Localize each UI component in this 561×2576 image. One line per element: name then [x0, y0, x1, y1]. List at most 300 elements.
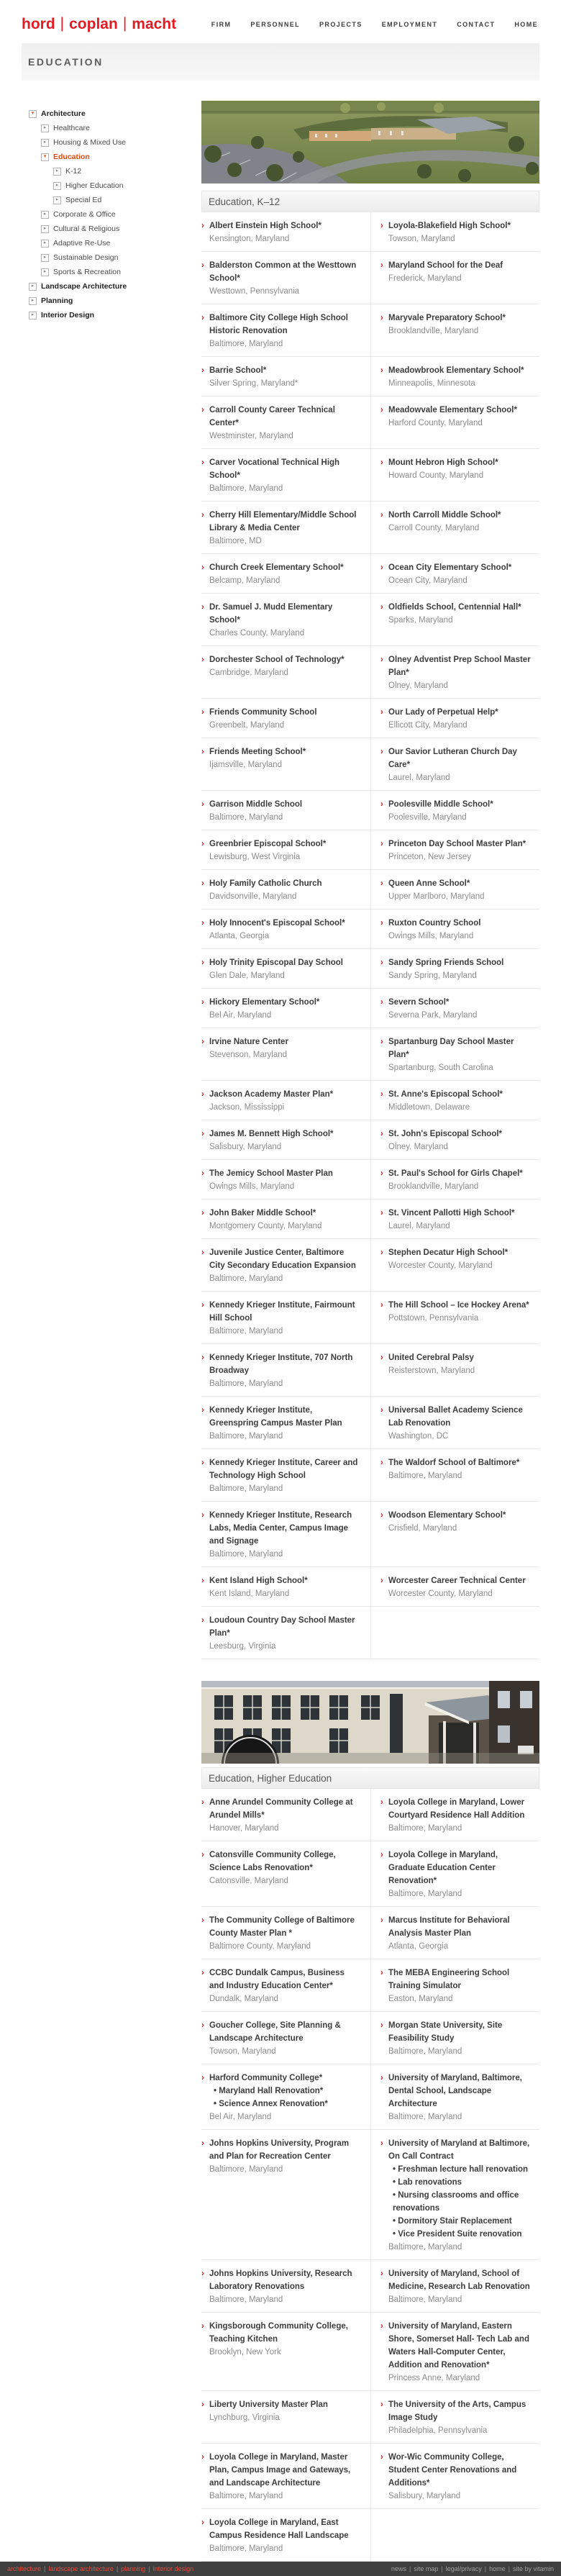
project-title: The MEBA Engineering School Training Simulator [388, 1969, 510, 1990]
project-link[interactable] [380, 364, 531, 377]
sidebar-item-sports-recreation[interactable] [29, 265, 191, 279]
project-cell [370, 699, 539, 738]
sidebar-item-cultural-religious[interactable] [29, 222, 191, 236]
tree-expand-icon[interactable]: ▸ [53, 182, 61, 190]
project-location: Baltimore, Maryland [209, 340, 283, 348]
project-link[interactable] [380, 745, 531, 771]
project-link[interactable] [380, 706, 531, 719]
project-link[interactable] [201, 1574, 359, 1587]
project-link[interactable] [201, 312, 359, 337]
project-link[interactable] [201, 2451, 359, 2490]
project-link[interactable] [201, 798, 359, 811]
project-row [201, 357, 539, 396]
project-location: Stevenson, Maryland [209, 1051, 288, 1059]
project-link[interactable] [201, 259, 359, 285]
project-sub-item: • Dormitory Stair Replacement [393, 2217, 512, 2226]
project-link[interactable] [380, 798, 531, 811]
footer-link-architecture[interactable]: architecture [7, 2565, 42, 2572]
page-title-banner [22, 43, 539, 81]
project-location: Lynchburg, Virginia [209, 2413, 280, 2422]
project-link[interactable] [201, 653, 359, 666]
project-location: Silver Spring, Maryland* [209, 379, 298, 388]
project-title: Princeton Day School Master Plan* [388, 840, 526, 848]
project-link[interactable] [201, 1404, 359, 1430]
logo-word-coplan: coplan [69, 16, 118, 32]
project-link[interactable] [201, 1246, 359, 1272]
section-heading-higher-ed [201, 1767, 539, 1789]
project-title: Loyola College in Maryland, Master Plan, Campus Image and Gateways, and Landscape Architecture [209, 2453, 351, 2487]
project-title: Kennedy Krieger Institute, Greenspring Campus Master Plan [209, 1406, 342, 1428]
project-link[interactable] [201, 1456, 359, 1482]
red-arrow-bullet-icon: › [380, 314, 383, 322]
project-title: Severn School* [388, 998, 450, 1007]
project-location: Worcester County, Maryland [388, 1261, 493, 1270]
project-link[interactable] [380, 2451, 531, 2490]
project-location: Glen Dale, Maryland [209, 971, 285, 980]
project-link[interactable] [380, 1299, 531, 1312]
nav-employment[interactable]: EMPLOYMENT [381, 21, 438, 28]
project-location: Greenbelt, Maryland [209, 721, 285, 730]
project-cell-empty [370, 2509, 539, 2561]
tree-expand-icon[interactable]: ▸ [29, 297, 37, 305]
project-location: Baltimore, Maryland [388, 2047, 462, 2056]
project-cell [370, 2064, 539, 2129]
project-link[interactable] [201, 745, 359, 758]
project-link[interactable] [380, 1128, 531, 1140]
project-cell [201, 1199, 370, 1238]
red-arrow-bullet-icon: › [380, 261, 383, 270]
project-link[interactable] [201, 1207, 359, 1220]
sidebar-item-label: Corporate & Office [53, 210, 116, 219]
project-cell [370, 1907, 539, 1959]
red-arrow-bullet-icon: › [201, 656, 204, 664]
red-arrow-bullet-icon: › [380, 563, 383, 572]
red-arrow-bullet-icon: › [380, 1090, 383, 1099]
project-location: Baltimore, Maryland [209, 813, 283, 822]
project-row [201, 646, 539, 699]
project-cell [370, 594, 539, 645]
project-title: Maryland School for the Deaf [388, 261, 503, 270]
project-title: Maryvale Preparatory School* [388, 314, 506, 322]
project-link[interactable] [201, 2516, 359, 2542]
project-title: St. John's Episcopal School* [388, 1130, 503, 1138]
project-link[interactable] [380, 2398, 531, 2424]
project-cell [370, 738, 539, 790]
project-location: Baltimore, Maryland [209, 2165, 283, 2174]
project-cell [370, 1292, 539, 1343]
project-link[interactable] [201, 1088, 359, 1101]
project-link[interactable] [380, 2267, 531, 2293]
project-link[interactable] [380, 509, 531, 522]
project-location: Salisbury, Maryland [209, 1143, 282, 1151]
project-link[interactable] [380, 956, 531, 969]
tree-collapse-icon[interactable]: ▾ [29, 110, 37, 118]
project-title: St. Paul's School for Girls Chapel* [388, 1169, 523, 1178]
project-row [201, 1344, 539, 1397]
project-link[interactable] [380, 838, 531, 851]
project-link[interactable] [201, 1299, 359, 1325]
red-arrow-bullet-icon: › [201, 2400, 204, 2409]
project-location: Belcamp, Maryland [209, 576, 280, 585]
project-link[interactable] [201, 601, 359, 627]
red-arrow-bullet-icon: › [201, 1798, 204, 1807]
project-link[interactable] [380, 1796, 531, 1822]
footer-link-site-by-vitamin[interactable]: site by vitamin [512, 2565, 554, 2572]
footer-link-interior-design[interactable]: interior design [152, 2565, 194, 2572]
project-list-k12 [201, 212, 539, 1659]
project-cell [370, 1239, 539, 1291]
project-row [201, 1239, 539, 1292]
project-cell [370, 1081, 539, 1120]
sidebar-item-k-12[interactable] [29, 164, 191, 178]
project-row [201, 830, 539, 870]
project-link[interactable] [201, 917, 359, 930]
sidebar-item-architecture[interactable] [29, 106, 191, 121]
sidebar-item-higher-education[interactable] [29, 178, 191, 193]
project-title: Johns Hopkins University, Program and Plan for Recreation Center [209, 2139, 350, 2161]
project-location: Bel Air, Maryland [209, 1011, 272, 1020]
project-title: The Waldorf School of Baltimore* [388, 1459, 520, 1467]
tree-expand-icon[interactable]: ▸ [53, 196, 61, 204]
project-link[interactable] [201, 456, 359, 482]
project-link[interactable] [201, 1128, 359, 1140]
project-row [201, 2130, 539, 2260]
sidebar-item-label: Sustainable Design [53, 253, 119, 262]
project-title: The Hill School – Ice Hockey Arena* [388, 1301, 529, 1310]
project-link[interactable] [380, 1456, 531, 1469]
project-location: Spartanburg, South Carolina [388, 1063, 493, 1072]
project-link[interactable] [201, 404, 359, 430]
red-arrow-bullet-icon: › [380, 1459, 383, 1467]
project-link[interactable] [380, 1509, 531, 1522]
red-arrow-bullet-icon: › [201, 1916, 204, 1925]
project-link[interactable] [380, 1574, 531, 1587]
project-link[interactable] [201, 1167, 359, 1180]
red-arrow-bullet-icon: › [201, 2453, 204, 2462]
sidebar-item-label: K-12 [65, 167, 82, 176]
footer-separator: | [484, 2565, 487, 2572]
project-link[interactable] [201, 509, 359, 535]
project-link[interactable] [201, 561, 359, 574]
project-link[interactable] [380, 601, 531, 614]
project-link[interactable] [380, 996, 531, 1009]
tree-expand-icon[interactable]: ▸ [41, 124, 49, 132]
project-link[interactable] [380, 1246, 531, 1259]
project-link[interactable] [201, 1914, 359, 1940]
tree-collapse-icon[interactable]: ▾ [41, 153, 49, 161]
project-title: John Baker Middle School* [209, 1209, 316, 1217]
project-title: Kingsborough Community College, Teaching Kitchen [209, 2322, 348, 2344]
project-location: Baltimore, Maryland [388, 2113, 462, 2121]
project-row [201, 870, 539, 910]
site-footer [0, 2562, 561, 2576]
sidebar-item-housing-mixed-use[interactable] [29, 135, 191, 150]
sidebar-item-label: Planning [41, 296, 73, 305]
project-title: Cherry Hill Elementary/Middle School Library & Media Center [209, 511, 357, 532]
project-location: Baltimore, Maryland [209, 2492, 283, 2500]
project-link[interactable] [380, 2019, 531, 2045]
project-location: Owings Mills, Maryland [209, 1182, 295, 1191]
project-row [201, 1959, 539, 2012]
project-link[interactable] [201, 2267, 359, 2293]
red-arrow-bullet-icon: › [201, 2269, 204, 2278]
sidebar-item-label: Interior Design [41, 311, 95, 319]
red-arrow-bullet-icon: › [201, 708, 204, 717]
project-link[interactable] [201, 219, 359, 232]
project-link[interactable] [380, 877, 531, 890]
project-location: Sparks, Maryland [388, 616, 453, 625]
project-link[interactable] [380, 1849, 531, 1887]
footer-link-home[interactable]: home [489, 2565, 506, 2572]
project-link[interactable] [380, 1088, 531, 1101]
project-cell [370, 502, 539, 553]
sidebar-item-adaptive-re-use[interactable] [29, 236, 191, 250]
footer-link-planning[interactable]: planning [121, 2565, 146, 2572]
red-arrow-bullet-icon: › [380, 1969, 383, 1977]
tree-expand-icon[interactable]: ▸ [41, 211, 49, 219]
nav-firm[interactable]: FIRM [211, 21, 232, 28]
project-link[interactable] [380, 1967, 531, 1992]
project-location: Baltimore, Maryland [209, 1432, 283, 1441]
project-cell [201, 357, 370, 396]
project-title: Hickory Elementary School* [209, 998, 320, 1007]
tree-expand-icon[interactable]: ▸ [53, 168, 61, 176]
project-link[interactable] [380, 1404, 531, 1430]
project-location: Philadelphia, Pennsylvania [388, 2426, 488, 2435]
project-link[interactable] [201, 2320, 359, 2346]
project-link[interactable] [380, 219, 531, 232]
project-link[interactable] [201, 2072, 359, 2085]
project-link[interactable] [380, 456, 531, 469]
project-sub-item: • Freshman lecture hall renovation [393, 2165, 529, 2174]
project-cell-empty [370, 1607, 539, 1659]
red-arrow-bullet-icon: › [201, 1169, 204, 1178]
red-arrow-bullet-icon: › [380, 1851, 383, 1859]
footer-link-legal-privacy[interactable]: legal/privacy [445, 2565, 482, 2572]
project-title: Poolesville Middle School* [388, 800, 493, 809]
project-link[interactable] [380, 2072, 531, 2110]
project-title: Woodson Elementary School* [388, 1511, 506, 1520]
project-title: The Jemicy School Master Plan [209, 1169, 333, 1178]
nav-projects[interactable]: PROJECTS [319, 21, 362, 28]
project-link[interactable] [380, 259, 531, 272]
project-link[interactable] [380, 312, 531, 325]
project-row [201, 1789, 539, 1841]
project-cell [370, 1160, 539, 1199]
project-location: Sandy Spring, Maryland [388, 971, 477, 980]
red-arrow-bullet-icon: › [201, 1301, 204, 1310]
project-title: Ocean City Elementary School* [388, 563, 512, 572]
project-cell [370, 646, 539, 698]
tree-expand-icon[interactable]: ▸ [29, 283, 37, 291]
tree-expand-icon[interactable]: ▸ [41, 225, 49, 233]
project-link[interactable] [380, 561, 531, 574]
red-arrow-bullet-icon: › [380, 2021, 383, 2030]
project-link[interactable] [201, 706, 359, 719]
project-location: Pottstown, Pennsylvania [388, 1314, 479, 1323]
project-cell [201, 1028, 370, 1080]
sidebar-item-landscape-architecture[interactable] [29, 279, 191, 294]
project-link[interactable] [201, 2398, 359, 2411]
project-row [201, 449, 539, 502]
project-title: Universal Ballet Academy Science Lab Renovation [388, 1406, 523, 1428]
project-link[interactable] [380, 1207, 531, 1220]
sidebar-item-education[interactable] [29, 150, 191, 164]
red-arrow-bullet-icon: › [201, 2074, 204, 2082]
project-cell [201, 830, 370, 869]
project-location: Harford County, Maryland [388, 419, 483, 427]
project-location: Washington, DC [388, 1432, 449, 1441]
project-link[interactable] [380, 2320, 531, 2372]
project-cell [370, 449, 539, 501]
project-location: Montgomery County, Maryland [209, 1222, 322, 1230]
project-title: Kennedy Krieger Institute, 707 North Broadway [209, 1353, 353, 1375]
footer-utility-links [391, 2565, 554, 2572]
sidebar-item-label: Adaptive Re-Use [53, 239, 111, 248]
tree-expand-icon[interactable]: ▸ [41, 254, 49, 262]
project-location: Baltimore County, Maryland [209, 1942, 311, 1951]
footer-link-news[interactable]: news [391, 2565, 407, 2572]
tree-expand-icon[interactable]: ▸ [41, 139, 49, 147]
project-location: Princess Anne, Maryland [388, 2374, 480, 2382]
project-row [201, 304, 539, 357]
project-link[interactable] [201, 1509, 359, 1548]
site-logo[interactable] [22, 16, 176, 33]
red-arrow-bullet-icon: › [380, 222, 383, 230]
sidebar-item-corporate-office[interactable] [29, 207, 191, 222]
project-row [201, 1449, 539, 1502]
hero-image-k12-campus-rendering [201, 101, 539, 183]
sidebar-item-special-ed[interactable] [29, 193, 191, 207]
project-cell [201, 449, 370, 501]
project-link[interactable] [201, 2137, 359, 2163]
sidebar-item-planning[interactable] [29, 294, 191, 308]
red-arrow-bullet-icon: › [201, 998, 204, 1007]
project-cell [201, 554, 370, 593]
project-title: Anne Arundel Community College at Arundel Mills* [209, 1798, 353, 1820]
red-arrow-bullet-icon: › [380, 2139, 383, 2148]
project-link[interactable] [380, 1167, 531, 1180]
project-title: Holy Trinity Episcopal Day School [209, 958, 343, 967]
sidebar-item-healthcare[interactable] [29, 121, 191, 135]
project-location: Baltimore, Maryland [388, 1824, 462, 1833]
project-link[interactable] [201, 364, 359, 377]
red-arrow-bullet-icon: › [380, 748, 383, 756]
project-link[interactable] [380, 1351, 531, 1364]
hero-image-higher-ed-building-photo [201, 1681, 539, 1764]
project-location: Brooklandville, Maryland [388, 1182, 479, 1191]
project-cell [201, 396, 370, 448]
project-link[interactable] [201, 1967, 359, 1992]
red-arrow-bullet-icon: › [201, 919, 204, 928]
project-row [201, 1199, 539, 1239]
project-location: Severna Park, Maryland [388, 1011, 478, 1020]
page-title: EDUCATION [28, 56, 104, 68]
project-title: University of Maryland, Eastern Shore, Somerset Hall- Tech Lab and Waters Hall-Computer Center, Addition and Renovation* [388, 2322, 529, 2369]
project-link[interactable] [380, 1035, 531, 1061]
tree-expand-icon[interactable]: ▸ [29, 312, 37, 319]
project-row [201, 1907, 539, 1959]
project-cell [370, 1449, 539, 1501]
project-cell [370, 212, 539, 251]
project-link[interactable] [201, 838, 359, 851]
sidebar-item-label: Healthcare [53, 124, 90, 132]
red-arrow-bullet-icon: › [201, 1353, 204, 1362]
project-link[interactable] [380, 653, 531, 679]
project-link[interactable] [201, 877, 359, 890]
red-arrow-bullet-icon: › [201, 314, 204, 322]
project-row [201, 2391, 539, 2444]
project-link[interactable] [201, 1849, 359, 1874]
project-link[interactable] [380, 2137, 531, 2163]
project-row [201, 791, 539, 830]
project-location: Jackson, Mississippi [209, 1103, 285, 1112]
sidebar-item-interior-design[interactable] [29, 308, 191, 322]
project-link[interactable] [380, 917, 531, 930]
project-cell [201, 1397, 370, 1448]
red-arrow-bullet-icon: › [380, 1577, 383, 1585]
project-title: Marcus Institute for Behavioral Analysis Master Plan [388, 1916, 510, 1938]
project-link[interactable] [201, 1796, 359, 1822]
project-link[interactable] [201, 2019, 359, 2045]
red-arrow-bullet-icon: › [380, 1511, 383, 1520]
project-link[interactable] [380, 404, 531, 417]
red-arrow-bullet-icon: › [201, 1851, 204, 1859]
sidebar-item-label: Special Ed [65, 196, 102, 204]
red-arrow-bullet-icon: › [380, 1209, 383, 1217]
red-arrow-bullet-icon: › [201, 879, 204, 888]
project-cell [370, 396, 539, 448]
project-location: Lewisburg, West Virginia [209, 853, 301, 861]
project-row [201, 1120, 539, 1160]
project-title: Stephen Decatur High School* [388, 1248, 508, 1257]
project-link[interactable] [201, 996, 359, 1009]
sidebar-item-sustainable-design[interactable] [29, 250, 191, 265]
project-row [201, 2012, 539, 2064]
red-arrow-bullet-icon: › [380, 2453, 383, 2462]
project-link[interactable] [380, 1914, 531, 1940]
tree-expand-icon[interactable]: ▸ [41, 240, 49, 248]
nav-home[interactable]: HOME [514, 21, 538, 28]
project-location: Baltimore, Maryland [209, 2295, 283, 2304]
project-cell [201, 2509, 370, 2561]
project-location: Brooklandville, Maryland [388, 327, 479, 335]
project-cell [370, 1120, 539, 1159]
project-link[interactable] [201, 1614, 359, 1640]
project-cell [201, 304, 370, 356]
project-row [201, 594, 539, 646]
red-arrow-bullet-icon: › [380, 1169, 383, 1178]
project-row [201, 1081, 539, 1120]
nav-contact[interactable]: CONTACT [457, 21, 496, 28]
footer-link-site-map[interactable]: site map [414, 2565, 439, 2572]
nav-personnel[interactable]: PERSONNEL [250, 21, 301, 28]
project-row [201, 1841, 539, 1907]
project-cell [201, 1239, 370, 1291]
project-cell [201, 1841, 370, 1906]
project-cell [370, 357, 539, 396]
project-link[interactable] [201, 956, 359, 969]
tree-expand-icon[interactable]: ▸ [41, 268, 49, 276]
red-arrow-bullet-icon: › [380, 656, 383, 664]
project-row [201, 699, 539, 738]
red-arrow-bullet-icon: › [380, 2074, 383, 2082]
footer-link-landscape-architecture[interactable]: landscape architecture [48, 2565, 114, 2572]
project-title: St. Vincent Pallotti High School* [388, 1209, 515, 1217]
project-link[interactable] [201, 1351, 359, 1377]
project-link[interactable] [201, 1035, 359, 1048]
project-location: Frederick, Maryland [388, 274, 462, 283]
